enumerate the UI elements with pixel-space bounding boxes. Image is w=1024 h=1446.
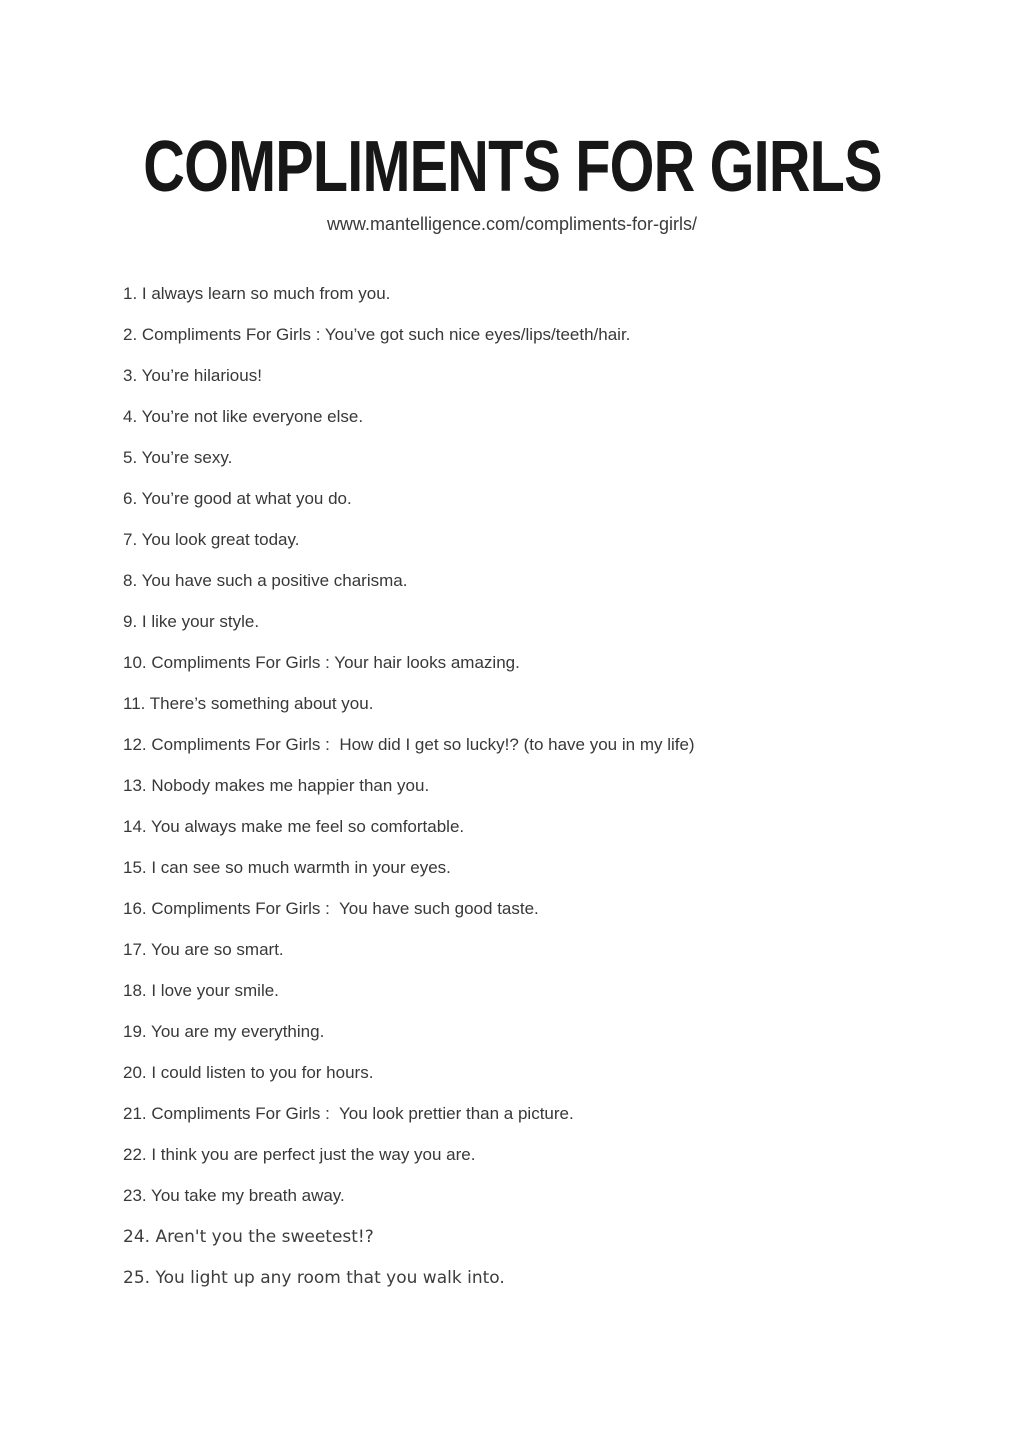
list-item: 23. You take my breath away. — [123, 1186, 345, 1205]
compliments-list — [123, 283, 944, 1289]
list-item: 18. I love your smile. — [123, 981, 279, 1000]
page-title-text: COMPLIMENTS FOR GIRLS — [142, 127, 882, 207]
list-item: 14. You always make me feel so comfortable. — [123, 817, 465, 836]
list-item: 9. I like your style. — [123, 612, 260, 631]
list-item: 24. Aren't you the sweetest!? — [123, 1227, 374, 1247]
list-item: 16. Compliments For Girls : You have such good taste. — [123, 899, 539, 918]
list-item: 2. Compliments For Girls : You’ve got such nice eyes/lips/teeth/hair. — [123, 325, 631, 344]
document-header — [0, 0, 1024, 236]
list-item: 4. You’re not like everyone else. — [123, 407, 364, 426]
list-item: 8. You have such a positive charisma. — [123, 571, 408, 590]
list-item: 11. There’s something about you. — [123, 694, 374, 713]
list-item: 12. Compliments For Girls : How did I get so lucky!? (to have you in my life) — [123, 735, 695, 754]
list-item: 25. You light up any room that you walk into. — [123, 1268, 505, 1288]
list-item: 17. You are so smart. — [123, 940, 284, 959]
list-item: 22. I think you are perfect just the way you are. — [123, 1145, 476, 1164]
list-item: 5. You’re sexy. — [123, 448, 233, 467]
list-item: 7. You look great today. — [123, 530, 300, 549]
page-title — [0, 128, 1024, 206]
list-item: 13. Nobody makes me happier than you. — [123, 776, 430, 795]
list-item: 10. Compliments For Girls : Your hair looks amazing. — [123, 653, 520, 672]
list-item: 6. You’re good at what you do. — [123, 489, 352, 508]
list-item: 3. You’re hilarious! — [123, 366, 262, 385]
source-url: www.mantelligence.com/compliments-for-girls/ — [326, 214, 698, 234]
list-item: 15. I can see so much warmth in your eyes. — [123, 858, 451, 877]
list-item: 21. Compliments For Girls : You look prettier than a picture. — [123, 1104, 574, 1123]
list-item: 20. I could listen to you for hours. — [123, 1063, 374, 1082]
list-item: 1. I always learn so much from you. — [123, 284, 391, 303]
list-item: 19. You are my everything. — [123, 1022, 325, 1041]
